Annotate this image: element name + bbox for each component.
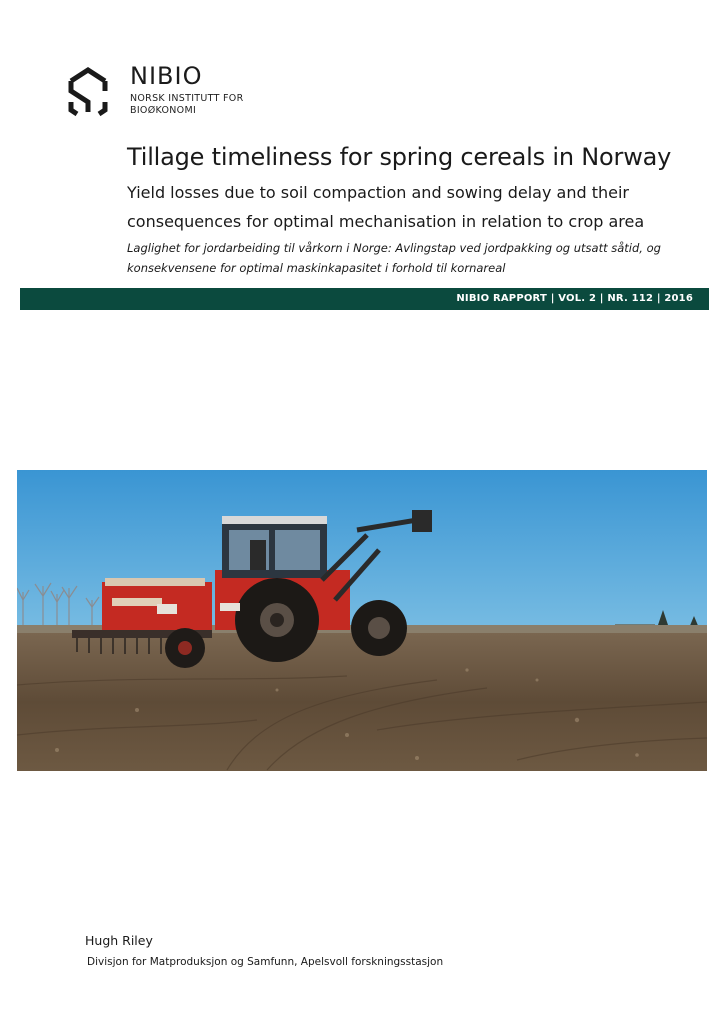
brand-subtitle-line-2: BIOØKONOMI	[130, 105, 197, 116]
tractor-photo	[17, 470, 707, 771]
series-band	[20, 288, 709, 310]
brand-name: NIBIO	[130, 62, 203, 90]
soil	[17, 633, 707, 771]
brand-block	[130, 63, 243, 117]
series-band-text: NIBIO RAPPORT | VOL. 2 | NR. 112 | 2016	[456, 293, 693, 304]
author-name: Hugh Riley	[85, 933, 153, 948]
nibio-logo-icon	[63, 64, 113, 118]
report-subtitle: Yield losses due to soil compaction and sowing delay and their consequences for optimal mechanisation in relation to crop area	[127, 183, 645, 231]
report-title: Tillage timeliness for spring cereals in Norway	[127, 143, 672, 171]
norwegian-title: Laglighet for jordarbeiding til vårkorn i Norge: Avlingstap ved jordpakking og utsatt såtid, og konsekvensene for optimal maskinkapasitet i forhold til kornareal	[127, 241, 661, 275]
author-affiliation: Divisjon for Matproduksjon og Samfunn, Apelsvoll forskningsstasjon	[87, 956, 444, 968]
brand-subtitle-line-1: NORSK INSTITUTT FOR	[130, 93, 244, 104]
